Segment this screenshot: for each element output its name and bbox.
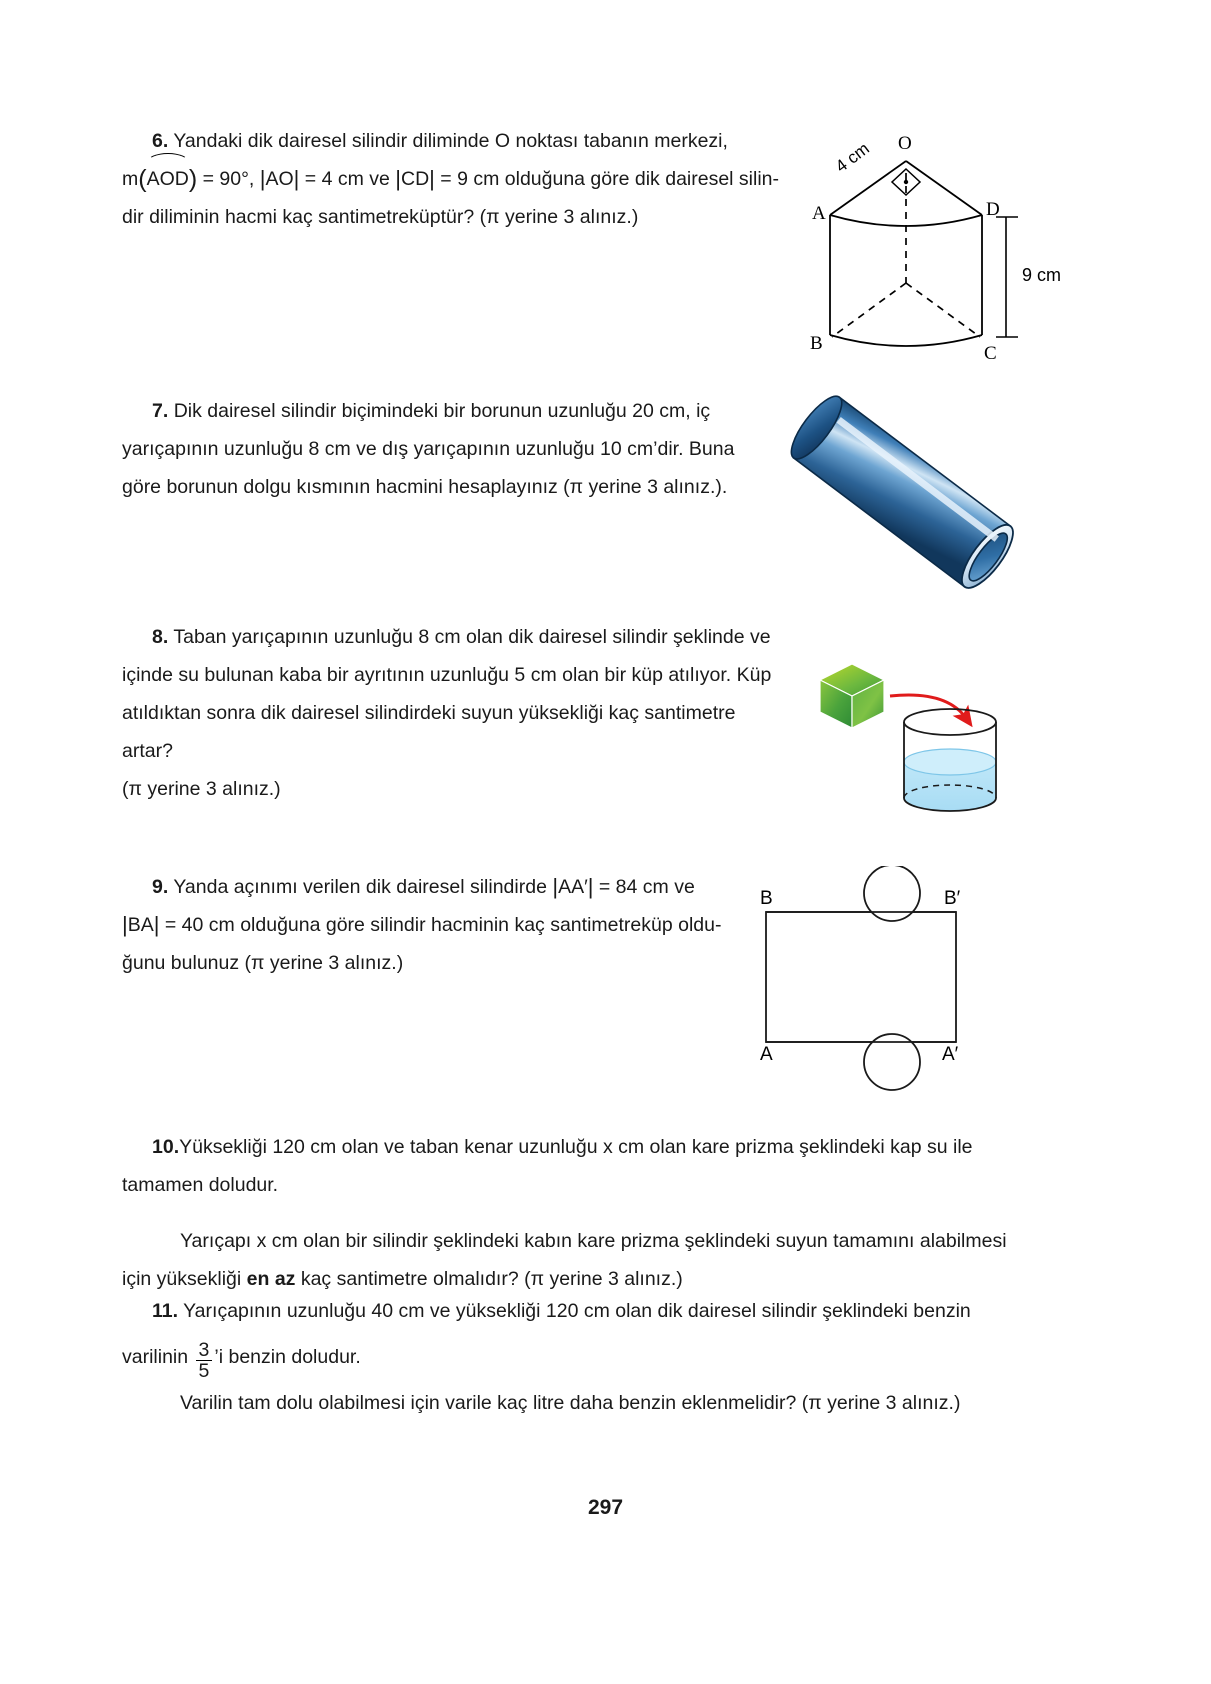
q10-line-3 xyxy=(122,1222,1012,1260)
q9-line-2: |BA| = 40 cm olduğuna göre silindir hacminin kaç santimetreküp oldu- xyxy=(122,912,722,937)
q8-number: 8. xyxy=(152,626,169,648)
q6-m: m xyxy=(122,168,139,190)
q11-line-2 xyxy=(122,1330,1012,1384)
label-A: A xyxy=(812,203,826,224)
q9-line2-post: = 40 cm olduğuna göre silindir hacminin kaç santimetreküp oldu- xyxy=(159,914,722,936)
wedge-bottom-radius-right xyxy=(906,283,980,337)
q10-line4-post: kaç santimetre olmalıdır? (π yerine 3 alınız.) xyxy=(295,1268,683,1290)
q7-number: 7. xyxy=(152,400,169,422)
q9-line1-post: = 84 cm ve xyxy=(593,876,695,898)
q6-line-1 xyxy=(122,122,788,160)
q9-line-3 xyxy=(122,944,732,982)
figure-cylinder-wedge xyxy=(806,125,1076,365)
q6-line-2: m( AOD) = 90°, |AO| = 4 cm ve |CD| = 9 cm olduğuna göre dik dairesel silin- xyxy=(122,160,788,198)
q8-line-3 xyxy=(122,694,790,770)
q7-line-1 xyxy=(122,392,742,430)
q10-line4-pre: için yüksekliği xyxy=(122,1268,247,1290)
label-radius-4cm: 4 cm xyxy=(832,138,873,177)
beaker-water-surface xyxy=(904,749,996,775)
fraction-numerator: 3 xyxy=(198,1338,210,1361)
question-8-text xyxy=(122,618,790,808)
label-B: B xyxy=(810,333,823,354)
beaker xyxy=(904,709,996,811)
q8-line-4 xyxy=(122,770,790,808)
q6-cd: CD xyxy=(400,168,430,190)
q9-line-1: 9. Yanda açınımı verilen dik dairesel silindirde |AA′| = 84 cm ve xyxy=(152,874,695,899)
question-11-text xyxy=(122,1292,1012,1422)
q10-line1-text: Yüksekliği 120 cm olan ve taban kenar uzunluğu x cm olan kare prizma şeklindeki kap su ile xyxy=(179,1136,973,1158)
cylinder-net-svg xyxy=(748,866,1008,1096)
q9-aa: AA′ xyxy=(558,876,588,898)
beaker-top-rim xyxy=(904,709,996,735)
label-net-A-prime: A′ xyxy=(942,1044,959,1065)
figure-cylinder-net xyxy=(748,866,1008,1096)
q11-line-1 xyxy=(122,1292,1012,1330)
q8-line2-text: içinde su bulunan kaba bir ayrıtının uzunluğu 5 cm olan bir küp atılıyor. Küp xyxy=(122,664,772,686)
q7-line2-text: yarıçapının uzunluğu 8 cm ve dış yarıçapının uzunluğu 10 cm’dir. Buna xyxy=(122,438,735,460)
q8-line3-text: atıldıktan sonra dik dairesel silindirdeki suyun yüksekliği kaç santimetre artar? xyxy=(122,702,736,762)
q6-angle: = 90°, xyxy=(197,168,260,190)
wedge-bottom-radius-left xyxy=(832,283,906,337)
label-net-B: B xyxy=(760,888,773,909)
q10-line-2 xyxy=(122,1166,1012,1204)
label-O: O xyxy=(898,133,912,154)
q7-line1-text: Dik dairesel silindir biçimindeki bir borunun uzunluğu 20 cm, iç xyxy=(173,400,711,422)
q10-line-1 xyxy=(122,1128,1012,1166)
q6-line1-text: Yandaki dik dairesel silindir diliminde O noktası tabanın merkezi, xyxy=(173,130,728,152)
question-6-text xyxy=(122,122,788,236)
q7-line-2 xyxy=(122,430,742,468)
wedge-bottom-arc xyxy=(830,335,982,346)
q9-number: 9. xyxy=(152,876,169,898)
q8-line-2 xyxy=(122,656,790,694)
q9-line1-pre: Yanda açınımı verilen dik dairesel silindirde xyxy=(173,876,553,898)
figure-pipe xyxy=(752,392,1052,592)
q6-ao: AO xyxy=(265,168,294,190)
q8-line4-text: (π yerine 3 alınız.) xyxy=(122,778,281,800)
page-number: 297 xyxy=(587,1496,624,1519)
label-D: D xyxy=(986,199,1000,220)
wedge-edge-od xyxy=(906,161,982,215)
question-7-text xyxy=(122,392,742,506)
q11-line2-pre: varilinin xyxy=(122,1346,194,1368)
q11-line-3 xyxy=(122,1384,1012,1422)
q11-line2-post: ’i benzin doludur. xyxy=(214,1346,361,1368)
q11-line1-text: Yarıçapının uzunluğu 40 cm ve yüksekliği 120 cm olan dik dairesel silindir şeklindeki benzin xyxy=(183,1300,971,1322)
q10-line3-text: Yarıçapı x cm olan bir silindir şeklindeki kabın kare prizma şeklindeki suyun tamamını alabilmesi xyxy=(180,1230,1007,1252)
green-cube xyxy=(820,664,884,728)
q8-line1-text: Taban yarıçapının uzunluğu 8 cm olan dik dairesel silindir şeklinde ve xyxy=(173,626,771,648)
q10-line2-text: tamamen doludur. xyxy=(122,1174,279,1196)
question-9-text xyxy=(122,868,732,982)
cube-beaker-svg xyxy=(806,612,1046,822)
pipe-group xyxy=(783,392,1021,592)
q6-cd-post: = 9 cm olduğuna göre dik dairesel silin- xyxy=(434,168,780,190)
q7-line-3 xyxy=(122,468,742,506)
fraction-three-fifths xyxy=(196,1340,213,1382)
q6-number: 6. xyxy=(152,130,169,152)
pipe-svg xyxy=(752,392,1052,592)
question-10-text xyxy=(122,1128,1012,1298)
label-net-A: A xyxy=(760,1044,773,1065)
q6-line3-text: dir diliminin hacmi kaç santimetreküptür? (π yerine 3 alınız.) xyxy=(122,206,639,228)
q9-ba: BA xyxy=(127,914,154,936)
q7-line3-text: göre borunun dolgu kısmının hacmini hesaplayınız (π yerine 3 alınız.). xyxy=(122,476,728,498)
arc-aod xyxy=(147,160,189,198)
q11-number: 11. xyxy=(152,1300,179,1322)
q6-arc-label: AOD xyxy=(146,168,189,190)
red-arrow xyxy=(890,695,966,718)
q10-emphasis: en az xyxy=(246,1268,296,1290)
q10-number: 10. xyxy=(152,1136,180,1158)
figure-cube-beaker xyxy=(806,612,1046,822)
q9-line3-text: ğunu bulunuz (π yerine 3 alınız.) xyxy=(122,952,404,974)
label-net-B-prime: B′ xyxy=(944,888,961,909)
net-rectangle xyxy=(766,912,956,1042)
label-C: C xyxy=(984,343,997,364)
right-angle-dot xyxy=(904,180,908,184)
q6-ao-post: = 4 cm ve xyxy=(299,168,396,190)
label-height-9cm: 9 cm xyxy=(1022,265,1062,285)
q6-line-3 xyxy=(122,198,788,236)
q8-line-1 xyxy=(122,618,790,656)
fraction-denominator: 5 xyxy=(196,1360,213,1381)
q11-line3-text: Varilin tam dolu olabilmesi için varile kaç litre daha benzin eklenmelidir? (π yerine 3 alınız.) xyxy=(180,1392,961,1414)
